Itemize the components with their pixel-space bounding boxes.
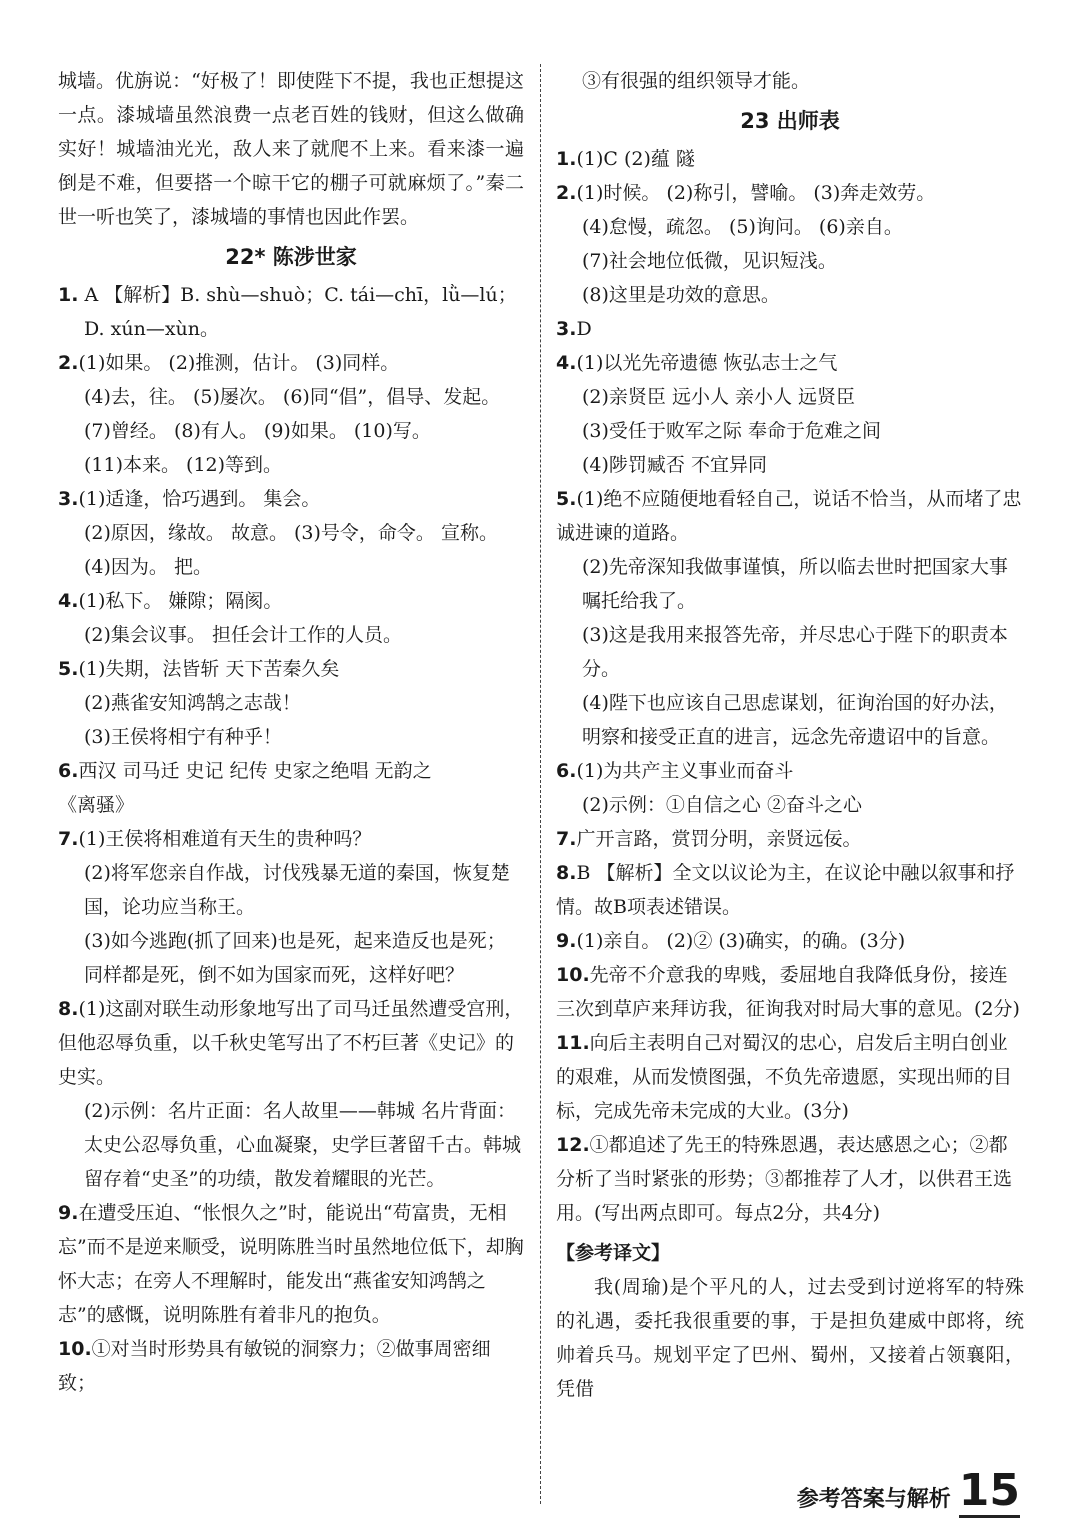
answer-8: 8.(1)这副对联生动形象地写出了司马迁虽然遭受宫刑，但他忍辱负重，以千秋史笔写出了不朽巨著《史记》的史实。 bbox=[58, 998, 524, 1088]
section-title-23: 23 出师表 bbox=[740, 109, 840, 133]
answer-4-line: (4)陟罚臧否 不宜异同 bbox=[582, 454, 767, 476]
answer-1: 1. A 【解析】B. shù—shuò；C. tái—chī，lǜ—lú； bbox=[58, 284, 517, 306]
answer-3-line: (4)因为。 把。 bbox=[84, 556, 212, 578]
answer-6: 6.(1)为共产主义事业而奋斗 bbox=[556, 760, 794, 782]
answer-2: 2.(1)时候。 (2)称引，譬喻。 (3)奔走效劳。 bbox=[556, 182, 936, 204]
answer-6: 6.西汉 司马迁 史记 纪传 史家之绝唱 无韵之 bbox=[58, 760, 432, 782]
answer-5-line: (2)先帝深知我做事谨慎，所以临去世时把国家大事嘱托给我了。 bbox=[582, 556, 1008, 612]
answer-9: 9.在遭受压迫、“怅恨久之”时，能说出“苟富贵，无相忘”而不是逆来顺受，说明陈胜当时虽然地位低下，却胸怀大志；在旁人不理解时，能发出“燕雀安知鸿鹄之志”的感慨，说明陈胜有着非凡的抱负。 bbox=[58, 1202, 524, 1326]
answer-4: 4.(1)以光先帝遗德 恢弘志士之气 bbox=[556, 352, 838, 374]
answer-2-line: (4)怠慢，疏忽。 (5)询问。 (6)亲自。 bbox=[582, 216, 903, 238]
answer-2-line: (4)去，往。 (5)屡次。 (6)同“倡”，倡导、发起。 bbox=[84, 386, 501, 408]
answer-7-line: (2)将军您亲自作战，讨伐残暴无道的秦国，恢复楚国，论功应当称王。 bbox=[84, 862, 510, 918]
answer-7: 7.广开言路，赏罚分明，亲贤远佞。 bbox=[556, 828, 862, 850]
answer-5: 5.(1)绝不应随便地看轻自己，说话不恰当，从而堵了忠诚进谏的道路。 bbox=[556, 488, 1022, 544]
left-column bbox=[58, 64, 524, 1400]
column-divider bbox=[540, 64, 541, 1504]
answer-3-line: (2)原因，缘故。 故意。 (3)号令，命令。 宣称。 bbox=[84, 522, 498, 544]
section-title-22: 22* 陈涉世家 bbox=[225, 245, 357, 269]
right-column bbox=[556, 64, 1024, 1406]
answer-4-line: (3)受任于败军之际 奉命于危难之间 bbox=[582, 420, 881, 442]
answer-7: 7.(1)王侯将相难道有天生的贵种吗？ bbox=[58, 828, 372, 850]
answer-1-cont: D. xún—xùn。 bbox=[84, 318, 220, 340]
answer-4-line: (2)亲贤臣 远小人 亲小人 远贤臣 bbox=[582, 386, 856, 408]
answer-5-line: (3)这是我用来报答先帝，并尽忠心于陛下的职责本分。 bbox=[582, 624, 1008, 680]
answer-7-line: (3)如今逃跑(抓了回来)也是死，起来造反也是死；同样都是死，倒不如为国家而死，这样好吧？ bbox=[84, 930, 506, 986]
answer-9: 9.(1)亲自。 (2)② (3)确实，的确。(3分) bbox=[556, 930, 906, 952]
answer-10-cont: ③有很强的组织领导才能。 bbox=[582, 70, 811, 92]
answer-2-line: (8)这里是功效的意思。 bbox=[582, 284, 780, 306]
reference-translation-body: 我(周瑜)是个平凡的人，过去受到讨逆将军的特殊的礼遇，委托我很重要的事，于是担负建威中郎将，统帅着兵马。规划平定了巴州、蜀州，又接着占领襄阳，凭借 bbox=[556, 1276, 1024, 1400]
answer-12: 12.①都追述了先王的特殊恩遇，表达感恩之心；②都分析了当时紧张的形势；③都推荐了人才，以供君王选用。(写出两点即可。每点2分，共4分) bbox=[556, 1134, 1013, 1224]
footer-label: 参考答案与解析 bbox=[796, 1487, 951, 1512]
answer-6-cont: 《离骚》 bbox=[58, 794, 135, 816]
answer-3: 3.D bbox=[556, 318, 592, 340]
answer-1: 1.(1)C (2)蕴 隧 bbox=[556, 148, 695, 170]
answer-4: 4.(1)私下。 嫌隙；隔阂。 bbox=[58, 590, 283, 612]
intro-paragraph: 城墙。优旃说：“好极了！即使陛下不提，我也正想提这一点。漆城墙虽然浪费一点老百姓的钱财，但这么做确实好！城墙油光光，敌人来了就爬不上来。看来漆一遍倒是不难，但要搭一个晾干它的棚子可就麻烦了。”秦二世一听也笑了，漆城墙的事情也因此作罢。 bbox=[58, 70, 524, 228]
answer-2: 2.(1)如果。 (2)推测，估计。 (3)同样。 bbox=[58, 352, 400, 374]
answer-5-line: (4)陛下也应该自己思虑谋划，征询治国的好办法，明察和接受正直的进言，远念先帝遗诏中的旨意。 bbox=[582, 692, 1008, 748]
answer-2-line: (7)曾经。 (8)有人。 (9)如果。 (10)写。 bbox=[84, 420, 431, 442]
answer-11: 11.向后主表明自己对蜀汉的忠心，启发后主明白创业的艰难，从而发愤图强，不负先帝遗愿，实现出师的目标，完成先帝未完成的大业。(3分) bbox=[556, 1032, 1013, 1122]
page-number: 15 bbox=[958, 1465, 1020, 1516]
answer-2-line: (11)本来。 (12)等到。 bbox=[84, 454, 283, 476]
answer-5-line: (2)燕雀安知鸿鹄之志哉！ bbox=[84, 692, 301, 714]
answer-10: 10.①对当时形势具有敏锐的洞察力；②做事周密细致； bbox=[58, 1338, 491, 1394]
answer-3: 3.(1)适逢，恰巧遇到。 集会。 bbox=[58, 488, 321, 510]
answer-8: 8.B 【解析】全文以议论为主，在议论中融以叙事和抒情。故B项表述错误。 bbox=[556, 862, 1015, 918]
answer-5-line: (3)王侯将相宁有种乎！ bbox=[84, 726, 282, 748]
answer-4-line: (2)集会议事。 担任会计工作的人员。 bbox=[84, 624, 402, 646]
answer-6-line: (2)示例：①自信之心 ②奋斗之心 bbox=[582, 794, 862, 816]
answer-10: 10.先帝不介意我的卑贱，委屈地自我降低身份，接连三次到草庐来拜访我，征询我对时局大事的意见。(2分) bbox=[556, 964, 1020, 1020]
page-footer bbox=[797, 1467, 1020, 1518]
reference-translation-heading: 【参考译文】 bbox=[556, 1242, 671, 1264]
answer-2-line: (7)社会地位低微，见识短浅。 bbox=[582, 250, 837, 272]
answer-8-line: (2)示例：名片正面：名人故里——韩城 名片背面：太史公忍辱负重，心血凝聚，史学巨著留千古。韩城留存着“史圣”的功绩，散发着耀眼的光芒。 bbox=[84, 1100, 522, 1190]
answer-5: 5.(1)失期，法皆斩 天下苦秦久矣 bbox=[58, 658, 340, 680]
